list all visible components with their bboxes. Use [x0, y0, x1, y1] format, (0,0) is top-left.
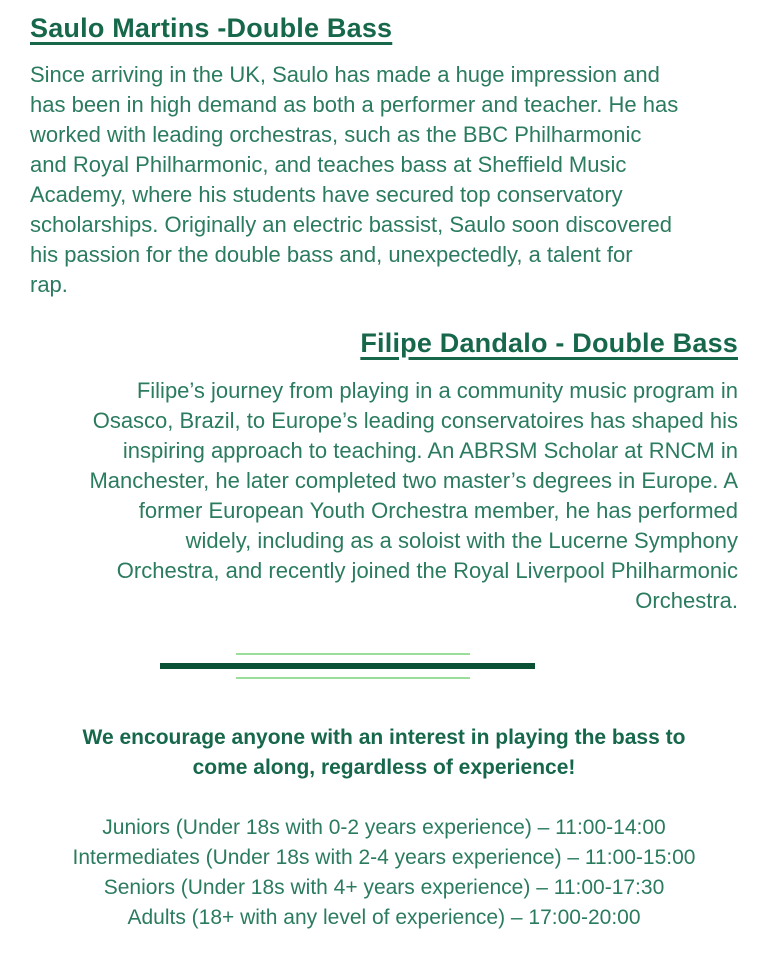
schedule-item-juniors: Juniors (Under 18s with 0-2 years experience) – 11:00-14:00	[102, 816, 666, 839]
saulo-bio-line: has been in high demand as both a performer and teacher. He has	[30, 92, 679, 117]
invitation-line: come along, regardless of experience!	[192, 756, 576, 779]
divider-dark-line	[160, 663, 535, 669]
filipe-bio-line: inspiring approach to teaching. An ABRSM Scholar at RNCM in	[122, 438, 738, 463]
schedule-item-intermediates: Intermediates (Under 18s with 2-4 years experience) – 11:00-15:00	[72, 846, 696, 869]
saulo-bio-line: Since arriving in the UK, Saulo has made a huge impression and	[30, 62, 660, 87]
filipe-section	[30, 327, 738, 616]
saulo-bio-line: worked with leading orchestras, such as the BBC Philharmonic	[30, 122, 642, 147]
schedule-item-adults: Adults (18+ with any level of experience) – 17:00-20:00	[127, 906, 641, 929]
saulo-bio-line: and Royal Philharmonic, and teaches bass at Sheffield Music	[30, 152, 627, 177]
filipe-bio	[30, 376, 738, 616]
invitation-line: We encourage anyone with an interest in playing the bass to	[82, 726, 686, 749]
schedule-item-seniors: Seniors (Under 18s with 4+ years experience) – 11:00-17:30	[103, 876, 665, 899]
saulo-heading	[30, 12, 738, 44]
section-divider	[30, 653, 738, 679]
saulo-heading-text: Saulo Martins -Double Bass	[30, 13, 393, 43]
saulo-bio-line: scholarships. Originally an electric bassist, Saulo soon discovered	[30, 212, 672, 237]
filipe-bio-line: widely, including as a soloist with the Lucerne Symphony	[185, 528, 738, 553]
filipe-bio-line: Orchestra, and recently joined the Royal Liverpool Philharmonic	[116, 558, 738, 583]
filipe-bio-line: Orchestra.	[635, 588, 738, 613]
saulo-bio-line: his passion for the double bass and, unexpectedly, a talent for	[30, 242, 633, 267]
divider-light-line-bottom	[236, 677, 470, 679]
saulo-bio-line: Academy, where his students have secured top conservatory	[30, 182, 623, 207]
saulo-bio-line: rap.	[30, 272, 68, 297]
filipe-bio-line: Osasco, Brazil, to Europe’s leading conservatoires has shaped his	[92, 408, 738, 433]
filipe-bio-line: Filipe’s journey from playing in a community music program in	[136, 378, 738, 403]
filipe-heading-text: Filipe Dandalo - Double Bass	[360, 328, 738, 358]
filipe-bio-line: Manchester, he later completed two master’s degrees in Europe. A	[89, 468, 738, 493]
filipe-heading	[30, 327, 738, 359]
filipe-bio-line: former European Youth Orchestra member, he has performed	[138, 498, 738, 523]
saulo-section	[30, 12, 738, 300]
saulo-bio	[30, 60, 738, 300]
divider-light-line-top	[236, 653, 470, 655]
invitation-text	[30, 723, 738, 783]
schedule-list	[30, 813, 738, 933]
